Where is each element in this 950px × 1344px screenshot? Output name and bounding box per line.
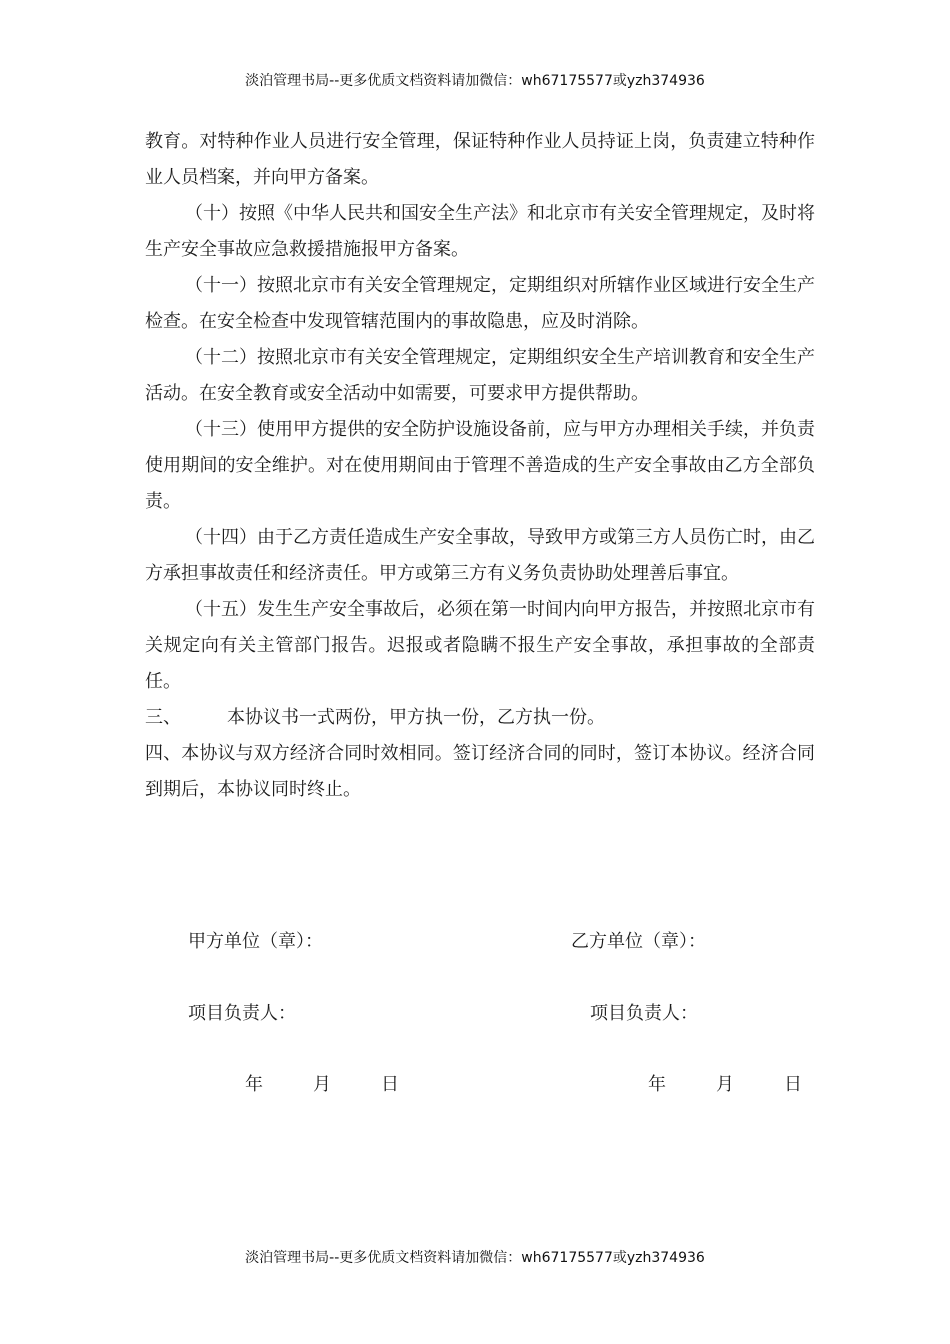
party-a-month: 月: [313, 1074, 331, 1095]
clause-3-number: 三、: [145, 707, 181, 728]
party-a-leader-label: 项目负责人：: [188, 1003, 296, 1024]
paragraph-item-15: （十五）发生生产安全事故后，必须在第一时间内向甲方报告，并按照北京市有关规定向有关主管部门报告。迟报或者隐瞒不报生产安全事故，承担事故的全部责任。: [145, 599, 815, 692]
paragraph-continuation: 教育。对特种作业人员进行安全管理，保证特种作业人员持证上岗，负责建立特种作业人员档案，并向甲方备案。: [145, 131, 815, 188]
party-b-day: 日: [784, 1074, 802, 1095]
party-b-unit-label: 乙方单位（章）：: [571, 931, 706, 952]
clause-3: [145, 700, 815, 736]
party-a-year: 年: [245, 1074, 263, 1095]
party-b-leader-label: 项目负责人：: [590, 1003, 698, 1024]
party-b-month: 月: [716, 1074, 734, 1095]
clause-3-text: 本协议书一式两份，甲方执一份，乙方执一份。: [227, 707, 605, 728]
paragraph-item-13: （十三）使用甲方提供的安全防护设施设备前，应与甲方办理相关手续，并负责使用期间的安全维护。对在使用期间由于管理不善造成的生产安全事故由乙方全部负责。: [145, 419, 815, 512]
party-a-day: 日: [381, 1074, 399, 1095]
party-b-date: [648, 1073, 802, 1097]
paragraph-item-12: （十二）按照北京市有关安全管理规定，定期组织安全生产培训教育和安全生产活动。在安全教育或安全活动中如需要，可要求甲方提供帮助。: [145, 347, 815, 404]
page-header: 淡泊管理书局--更多优质文档资料请加微信：wh67175577或yzh374936: [245, 73, 705, 89]
document-body: [145, 124, 815, 808]
paragraph-item-11: （十一）按照北京市有关安全管理规定，定期组织对所辖作业区域进行安全生产检查。在安全检查中发现管辖范围内的事故隐患，应及时消除。: [145, 275, 815, 332]
clause-4: 四、本协议与双方经济合同时效相同。签订经济合同的同时，签订本协议。经济合同到期后，本协议同时终止。: [145, 743, 815, 800]
party-a-unit-label: 甲方单位（章）：: [188, 931, 323, 952]
page-footer: 淡泊管理书局--更多优质文档资料请加微信：wh67175577或yzh374936: [245, 1250, 705, 1266]
paragraph-item-14: （十四）由于乙方责任造成生产安全事故，导致甲方或第三方人员伤亡时，由乙方承担事故责任和经济责任。甲方或第三方有义务负责协助处理善后事宜。: [145, 527, 815, 584]
party-a-date: [245, 1073, 399, 1097]
party-b-year: 年: [648, 1074, 666, 1095]
paragraph-item-10: （十）按照《中华人民共和国安全生产法》和北京市有关安全管理规定，及时将生产安全事故应急救援措施报甲方备案。: [145, 203, 815, 260]
